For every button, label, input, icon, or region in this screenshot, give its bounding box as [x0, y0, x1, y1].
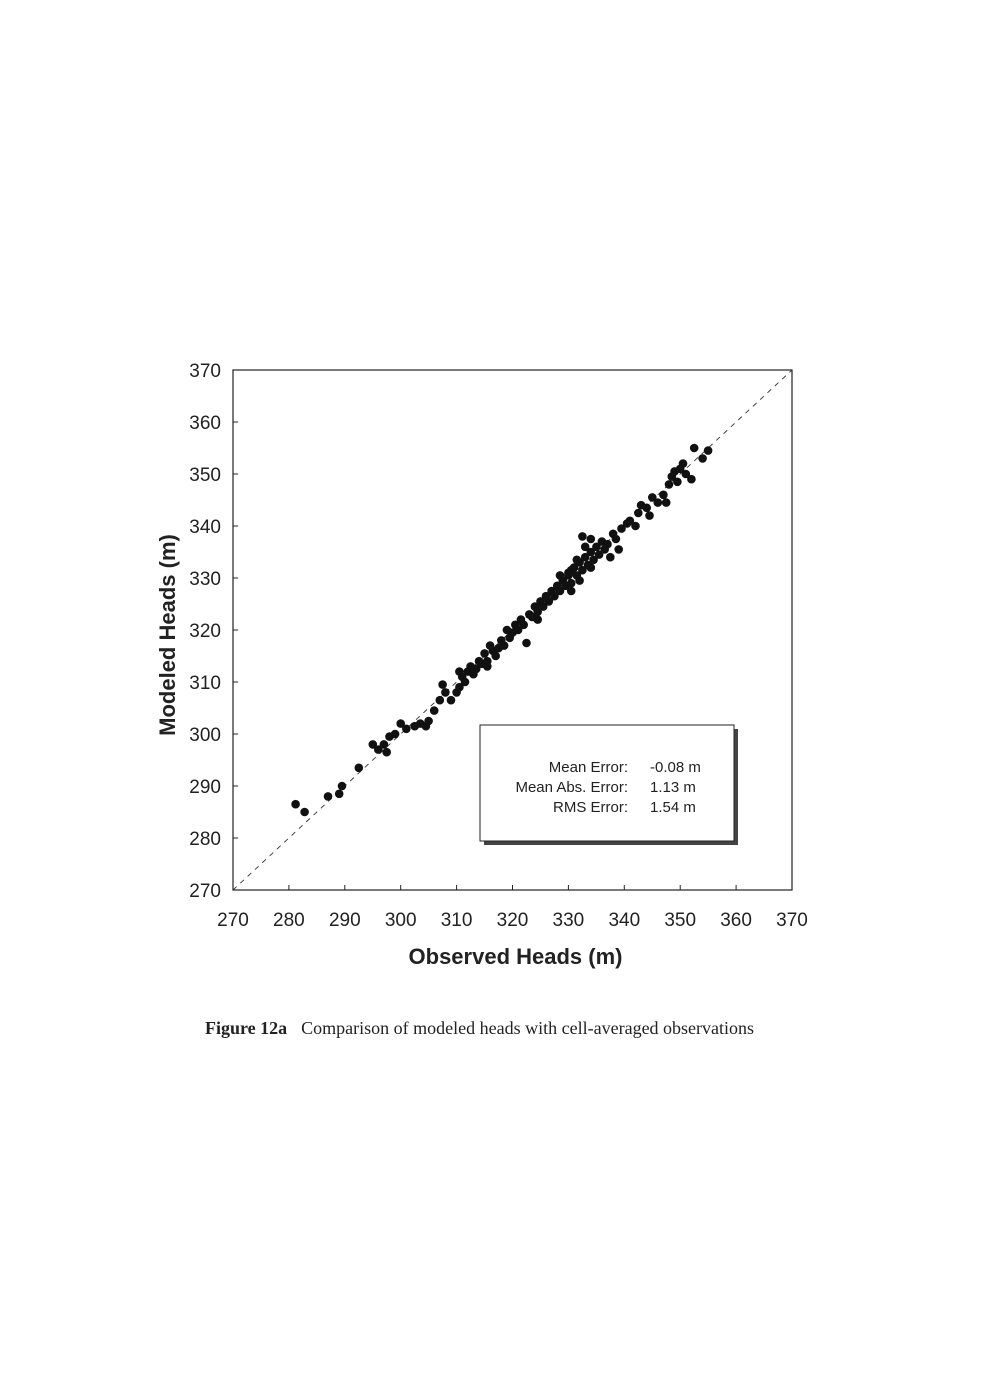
stat-value: 1.54 m [650, 799, 696, 816]
data-point [567, 579, 576, 588]
data-point [575, 576, 584, 585]
data-point [402, 725, 411, 734]
data-point [291, 800, 300, 809]
figure-label: Figure 12a [205, 1018, 288, 1038]
data-point [455, 667, 464, 676]
data-point [355, 764, 364, 773]
data-point [491, 652, 500, 661]
y-axis-title: Modeled Heads (m) [155, 534, 180, 736]
data-point [335, 790, 344, 799]
data-point [441, 688, 450, 697]
data-point [687, 475, 696, 484]
data-point [447, 696, 456, 705]
y-tick-label: 290 [189, 777, 221, 798]
y-tick-label: 370 [189, 361, 221, 382]
data-point [436, 696, 445, 705]
data-point [679, 459, 688, 468]
data-point [662, 498, 671, 507]
data-point [522, 639, 531, 648]
y-tick-label: 300 [189, 725, 221, 746]
data-point [659, 491, 668, 500]
data-point [461, 678, 470, 687]
data-point [612, 535, 621, 544]
y-tick-label: 330 [189, 569, 221, 590]
x-tick-label: 300 [384, 910, 417, 931]
data-point [483, 662, 492, 671]
data-point [614, 545, 623, 554]
data-point [606, 553, 615, 562]
x-tick-label: 310 [440, 910, 473, 931]
figure-caption-text: Comparison of modeled heads with cell-averaged observations [301, 1018, 755, 1038]
y-tick-label: 280 [189, 829, 221, 850]
data-point [324, 792, 333, 801]
data-point [642, 504, 651, 513]
data-point [500, 641, 509, 650]
data-point [631, 522, 640, 531]
y-tick-label: 350 [189, 465, 221, 486]
stat-value: 1.13 m [650, 779, 696, 796]
stat-label: Mean Error: [548, 759, 628, 776]
x-tick-label: 360 [720, 910, 752, 931]
data-point [430, 706, 439, 715]
data-point [438, 680, 447, 689]
data-point [698, 454, 707, 463]
data-point [380, 740, 389, 749]
data-point [654, 498, 663, 507]
data-point [564, 569, 573, 578]
x-tick-label: 350 [664, 910, 697, 931]
stat-label: RMS Error: [553, 799, 628, 816]
y-axis-ticks [189, 361, 238, 902]
y-tick-label: 320 [189, 621, 221, 642]
data-point [556, 571, 565, 580]
data-point [578, 532, 587, 541]
data-point [603, 540, 612, 549]
data-point [573, 556, 582, 565]
x-tick-label: 280 [273, 910, 305, 931]
stat-value: -0.08 m [650, 759, 701, 776]
data-point [338, 782, 347, 791]
data-point [424, 717, 433, 726]
data-point [391, 730, 400, 739]
data-point [704, 446, 713, 455]
data-point [690, 444, 699, 453]
figure-caption [205, 1018, 845, 1039]
x-tick-label: 330 [552, 910, 585, 931]
data-point [645, 511, 654, 520]
data-point [673, 478, 682, 487]
data-point [587, 535, 596, 544]
data-point [533, 615, 542, 624]
data-point [634, 509, 643, 518]
y-tick-label: 310 [189, 673, 221, 694]
x-tick-label: 290 [328, 910, 361, 931]
x-tick-label: 320 [496, 910, 529, 931]
data-point [519, 621, 528, 630]
x-tick-label: 340 [608, 910, 641, 931]
stat-label: Mean Abs. Error: [515, 779, 628, 796]
x-tick-label: 370 [776, 910, 808, 931]
y-tick-label: 270 [189, 881, 221, 902]
data-point [480, 649, 489, 658]
data-point [665, 480, 674, 489]
data-point [587, 563, 596, 572]
data-point [382, 748, 391, 757]
data-point [567, 587, 576, 596]
y-tick-label: 340 [189, 517, 221, 538]
x-axis-title: Observed Heads (m) [408, 944, 623, 969]
y-tick-label: 360 [189, 413, 221, 434]
stats-box [480, 725, 738, 845]
data-point [300, 808, 309, 817]
x-axis-ticks [217, 885, 808, 931]
x-tick-label: 270 [217, 910, 249, 931]
